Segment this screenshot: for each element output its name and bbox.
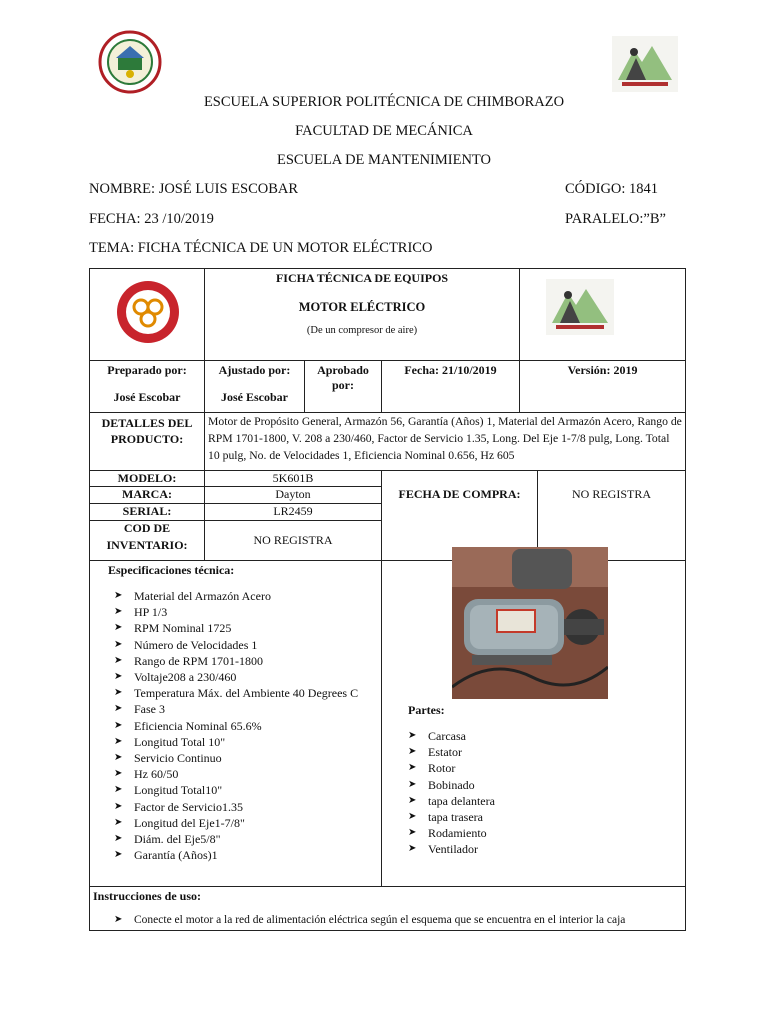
details-label-cell	[90, 413, 205, 471]
adjusted-label: Ajustado por:	[218, 363, 291, 377]
purchase-date-value: NO REGISTRA	[572, 487, 652, 501]
instructions-cell	[90, 887, 686, 931]
spec-item: ➤ HP 1/3	[110, 604, 381, 620]
marca-label: MARCA:	[90, 487, 205, 504]
spec-item: ➤ Garantía (Años)1	[110, 847, 381, 863]
maintenance-logo-cell	[90, 269, 205, 361]
maintenance-badge-icon	[115, 279, 181, 345]
espoch-seal-logo	[98, 30, 162, 94]
part-item: ➤ tapa trasera	[404, 809, 495, 825]
faculty-name: FACULTAD DE MECÁNICA	[295, 123, 473, 139]
school-name: ESCUELA DE MANTENIMIENTO	[277, 152, 491, 168]
details-text-cell	[205, 413, 686, 471]
serial-value: LR2459	[205, 504, 382, 521]
inventory-label-cell	[90, 521, 205, 561]
spec-item: ➤ Fase 3	[110, 701, 381, 717]
institution-name: ESCUELA SUPERIOR POLITÉCNICA DE CHIMBORAZO	[203, 94, 565, 110]
part-item: ➤ Rotor	[404, 760, 495, 776]
spec-item: ➤ Longitud Total 10"	[110, 734, 381, 750]
inventory-label-line1: COD DE	[123, 521, 171, 535]
mountain-logo	[612, 36, 678, 92]
details-label: DETALLES DEL PRODUCTO:	[101, 416, 193, 446]
sheet-title: FICHA TÉCNICA DE EQUIPOS	[275, 271, 449, 285]
spec-item: ➤ Longitud del Eje1-7/8"	[110, 815, 381, 831]
spec-item: ➤ Factor de Servicio1.35	[110, 799, 381, 815]
instructions-title: Instrucciones de uso:	[93, 889, 202, 903]
sheet-version: Versión: 2019	[567, 363, 638, 377]
spec-item: ➤ RPM Nominal 1725	[110, 620, 381, 636]
sheet-subtitle: MOTOR ELÉCTRICO	[298, 300, 426, 314]
modelo-label: MODELO:	[90, 471, 205, 487]
student-name: NOMBRE: JOSÉ LUIS ESCOBAR	[89, 181, 299, 197]
spec-item: ➤ Rango de RPM 1701-1800	[110, 653, 381, 669]
version-cell	[520, 361, 686, 413]
approved-label: Aprobado por:	[317, 363, 369, 392]
parts-list	[404, 728, 495, 858]
prepared-value: José Escobar	[113, 390, 181, 404]
part-item: ➤ Rodamiento	[404, 825, 495, 841]
report-date: FECHA: 23 /10/2019	[89, 211, 214, 227]
report-topic: TEMA: FICHA TÉCNICA DE UN MOTOR ELÉCTRICO	[89, 240, 433, 256]
spec-item: ➤ Material del Armazón Acero	[110, 588, 381, 604]
right-logo-cell	[520, 269, 686, 361]
technical-sheet-table	[89, 268, 686, 931]
prepared-cell	[90, 361, 205, 413]
part-item: ➤ Ventilador	[404, 841, 495, 857]
part-item: ➤ Carcasa	[404, 728, 495, 744]
specs-title: Especificaciones técnica:	[108, 563, 235, 577]
marca-value: Dayton	[205, 487, 382, 504]
instruction-item: ➤ Conecte el motor a la red de alimentación eléctrica según el esquema que se encuentra en el interior la caja	[110, 912, 685, 928]
mountain-small-icon	[546, 279, 614, 335]
spec-item: ➤ Eficiencia Nominal 65.6%	[110, 718, 381, 734]
photo-parts-cell	[382, 561, 686, 887]
spec-item: ➤ Hz 60/50	[110, 766, 381, 782]
serial-label: SERIAL:	[90, 504, 205, 521]
adjusted-cell	[205, 361, 305, 413]
spec-item: ➤ Diám. del Eje5/8"	[110, 831, 381, 847]
part-item: ➤ tapa delantera	[404, 793, 495, 809]
specs-list	[110, 588, 381, 863]
modelo-value: 5K601B	[205, 471, 382, 487]
inventory-label-line2: INVENTARIO:	[106, 538, 188, 552]
student-code: CÓDIGO: 1841	[565, 181, 659, 197]
adjusted-value: José Escobar	[221, 390, 288, 404]
spec-item: ➤ Voltaje208 a 230/460	[110, 669, 381, 685]
spec-item: ➤ Número de Velocidades 1	[110, 637, 381, 653]
spec-item: ➤ Longitud Total10"	[110, 782, 381, 798]
date-cell	[382, 361, 520, 413]
parts-title: Partes:	[408, 703, 445, 717]
purchase-date-label: FECHA DE COMPRA:	[398, 487, 521, 501]
approved-cell	[305, 361, 382, 413]
sheet-date: Fecha: 21/10/2019	[404, 363, 497, 377]
motor-photo	[452, 547, 608, 699]
sheet-title-cell	[205, 269, 520, 361]
specs-cell	[90, 561, 382, 887]
part-item: ➤ Bobinado	[404, 777, 495, 793]
spec-item: ➤ Servicio Continuo	[110, 750, 381, 766]
spec-item: ➤ Temperatura Máx. del Ambiente 40 Degrees C	[110, 685, 381, 701]
sheet-note: (De un compresor de aire)	[306, 325, 418, 336]
class-section: PARALELO:”B”	[565, 211, 666, 227]
part-item: ➤ Estator	[404, 744, 495, 760]
details-text: Motor de Propósito General, Armazón 56, Garantía (Años) 1, Material del Armazón Acero, Rango de RPM 1701-1800, V. 208 a 230/460, Factor de Servicio 1.35, Long. Del Eje 1-7/8 pulg, Long. Total 10 pulg, No. de Velocidades 1, Eficiencia Nominal 0.656, Hz 605	[208, 415, 682, 462]
inventory-value: NO REGISTRA	[205, 521, 382, 561]
instructions-list	[110, 912, 685, 928]
prepared-label: Preparado por:	[107, 363, 187, 377]
